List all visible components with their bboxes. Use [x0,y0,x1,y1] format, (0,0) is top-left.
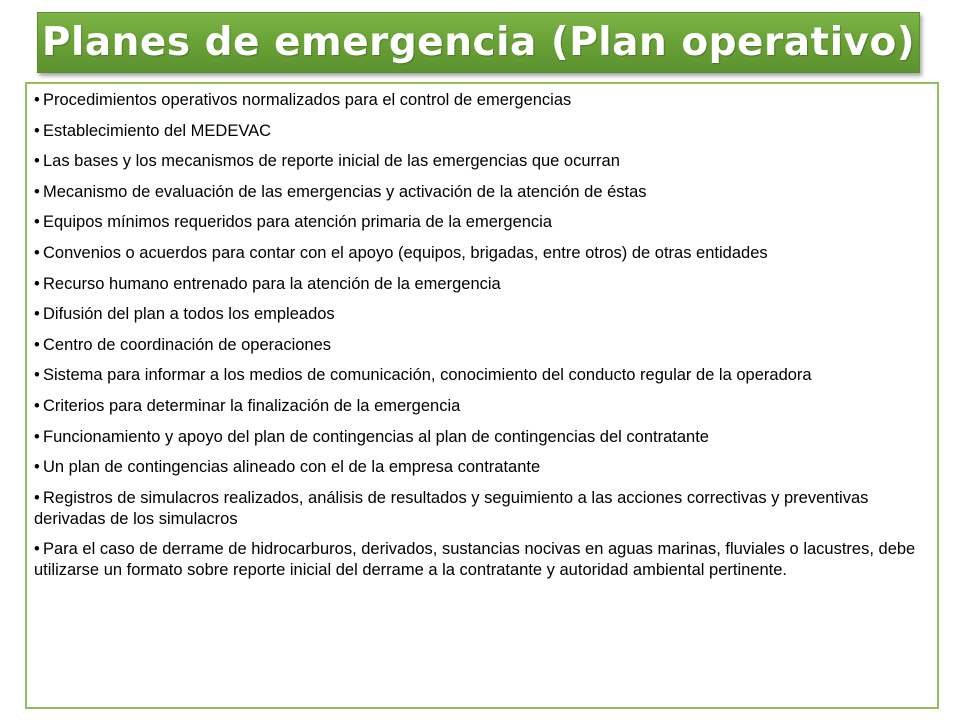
bullet-dot-icon: • [34,182,40,201]
bullet-item [34,457,929,478]
bullet-text: Establecimiento del MEDEVAC [43,121,272,140]
bullet-dot-icon: • [34,274,40,293]
bullet-text: Sistema para informar a los medios de comunicación, conocimiento del conducto regular de la operadora [43,366,812,385]
bullet-dot-icon: • [34,91,40,109]
bullet-text: Registros de simulacros realizados, análisis de resultados y seguimiento a las acciones correctivas y preventivas derivadas de los simulacros [34,488,869,528]
bullet-dot-icon: • [34,396,40,415]
bullet-item [34,243,929,264]
title-banner [37,12,920,73]
bullet-text: Centro de coordinación de operaciones [43,335,332,354]
bullet-text: Las bases y los mecanismos de reporte inicial de las emergencias que ocurran [43,152,620,171]
bullet-text: Mecanismo de evaluación de las emergencias y activación de la atención de éstas [43,182,647,201]
content-box [25,82,939,709]
bullet-item [34,365,929,386]
bullet-dot-icon: • [34,458,40,477]
bullet-list [34,90,929,581]
bullet-item [34,182,929,203]
bullet-dot-icon: • [34,152,40,171]
bullet-item [34,90,929,111]
bullet-item [34,335,929,356]
bullet-dot-icon: • [34,488,40,507]
bullet-dot-icon: • [34,243,40,262]
bullet-dot-icon: • [34,305,40,324]
bullet-dot-icon: • [34,427,40,446]
bullet-text: Procedimientos operativos normalizados para el control de emergencias [43,91,572,109]
bullet-item [34,151,929,172]
bullet-item [34,274,929,295]
bullet-text: Convenios o acuerdos para contar con el apoyo (equipos, brigadas, entre otros) de otras entidades [43,243,768,262]
bullet-text: Recurso humano entrenado para la atención de la emergencia [43,274,501,293]
bullet-dot-icon: • [34,540,40,559]
bullet-text: Funcionamiento y apoyo del plan de contingencias al plan de contingencias del contratante [43,427,709,446]
bullet-item [34,304,929,325]
bullet-dot-icon: • [34,213,40,232]
bullet-item [34,488,929,530]
bullet-item [34,427,929,448]
bullet-text: Criterios para determinar la finalización de la emergencia [43,396,461,415]
bullet-dot-icon: • [34,335,40,354]
bullet-dot-icon: • [34,366,40,385]
bullet-item [34,539,929,581]
bullet-dot-icon: • [34,121,40,140]
bullet-item [34,121,929,142]
bullet-item [34,212,929,233]
bullet-item [34,396,929,417]
slide-title: Planes de emergencia (Plan operativo) [41,20,916,65]
bullet-text: Para el caso de derrame de hidrocarburos, derivados, sustancias nocivas en aguas marinas, fluviales o lacustres, debe utilizarse un formato sobre reporte inicial del derrame a la contratante y autoridad ambiental pertinente. [34,540,916,580]
bullet-text: Equipos mínimos requeridos para atención primaria de la emergencia [43,213,553,232]
bullet-text: Difusión del plan a todos los empleados [43,305,335,324]
bullet-text: Un plan de contingencias alineado con el de la empresa contratante [43,458,541,477]
